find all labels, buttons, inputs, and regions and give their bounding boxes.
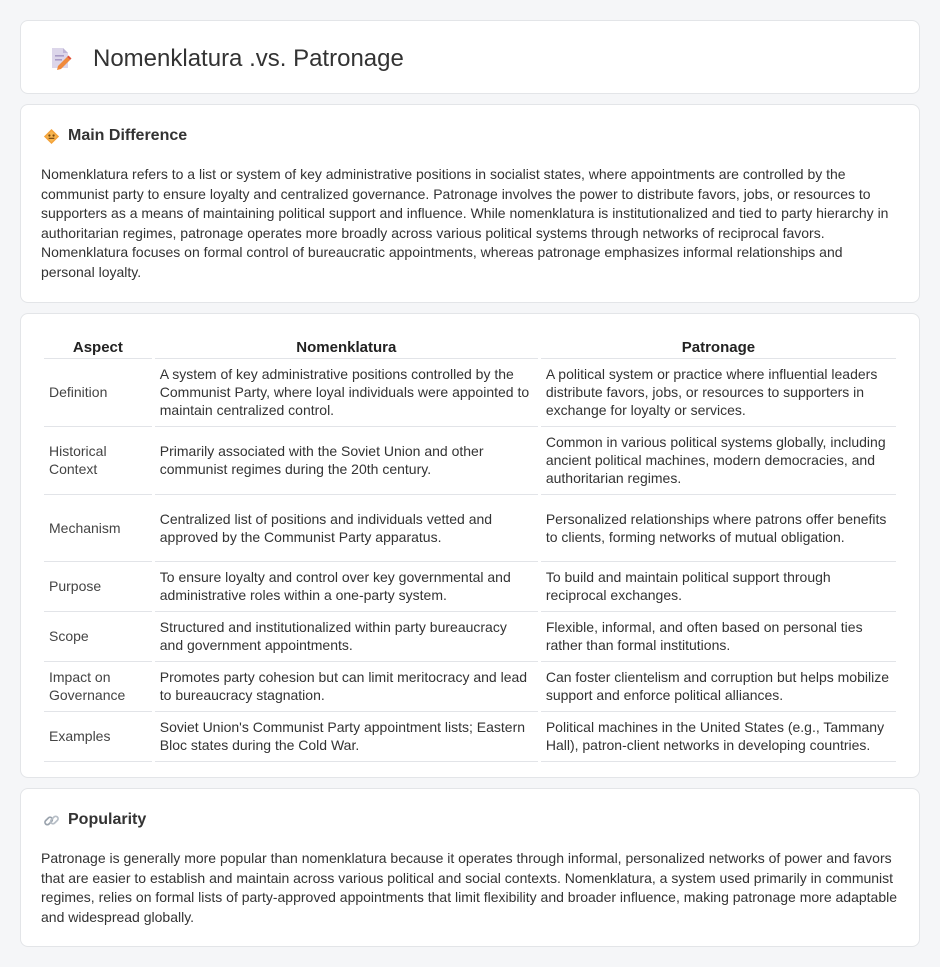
main-difference-text: Nomenklatura refers to a list or system of key administrative positions in socialist states, where appointments are controlled by the communist party to ensure loyalty and centralized governance. Patronage involves the power to distribute favors, jobs, or resources to supporters as a means of maintaining political support and influence. While nomenklatura is institutionalized and tied to party hierarchy in authoritarian regimes, patronage operates more broadly across various political systems through networks of reciprocal favors. Nomenklatura focuses on formal control of bureaucratic appointments, whereas patronage emphasizes informal relationships and personal loyalty. [41, 166, 889, 280]
patronage-cell: A political system or practice where influential leaders distribute favors, jobs, or resources to supporters in exchange for loyalty or services. [541, 359, 896, 427]
comparison-card [20, 313, 920, 778]
aspect-cell: Historical Context [44, 427, 152, 495]
main-difference-heading: Main Difference [68, 127, 188, 144]
nomenklatura-cell: Centralized list of positions and individuals vetted and approved by the Communist Party apparatus. [155, 495, 538, 562]
nomenklatura-cell: Promotes party cohesion but can limit meritocracy and lead to bureaucracy stagnation. [155, 662, 538, 712]
page-title: Nomenklatura .vs. Patronage [93, 45, 404, 72]
nomenklatura-cell: Structured and institutionalized within party bureaucracy and government appointments. [155, 612, 538, 662]
patronage-cell: Flexible, informal, and often based on personal ties rather than formal institutions. [541, 612, 896, 662]
table-row [44, 359, 896, 427]
popularity-card [20, 788, 920, 947]
document-edit-icon [47, 45, 73, 71]
link-icon [43, 812, 60, 829]
title-card [20, 20, 920, 94]
nomenklatura-cell: Soviet Union's Communist Party appointment lists; Eastern Bloc states during the Cold War. [155, 712, 538, 762]
header-patronage: Patronage [541, 334, 896, 359]
main-difference-card [20, 104, 920, 303]
table-row [44, 562, 896, 612]
popularity-header [43, 811, 146, 829]
popularity-text: Patronage is generally more popular than nomenklatura because it operates through informal, personalized networks of power and favors that are easier to establish and maintain across various political and social contexts. Nomenklatura, a system used primarily in communist regimes, relies on formal lists of party-approved appointments that limit flexibility and broader influence, making patronage more adaptable and widespread globally. [41, 850, 898, 925]
table-row [44, 495, 896, 562]
patronage-cell: Personalized relationships where patrons offer benefits to clients, forming networks of mutual obligation. [541, 495, 896, 562]
aspect-cell: Mechanism [44, 495, 152, 562]
header-aspect: Aspect [44, 334, 152, 359]
main-difference-header [43, 127, 187, 145]
nomenklatura-cell: To ensure loyalty and control over key governmental and administrative roles within a one-party system. [155, 562, 538, 612]
patronage-cell: Common in various political systems globally, including ancient political machines, modern democracies, and authoritarian regimes. [541, 427, 896, 495]
table-row [44, 712, 896, 762]
nomenklatura-cell: Primarily associated with the Soviet Union and other communist regimes during the 20th century. [155, 427, 538, 495]
diamond-sign-icon [43, 128, 60, 145]
table-row [44, 612, 896, 662]
patronage-cell: Can foster clientelism and corruption but helps mobilize support and enforce political alliances. [541, 662, 896, 712]
nomenklatura-cell: A system of key administrative positions controlled by the Communist Party, where loyal individuals were appointed to maintain centralized control. [155, 359, 538, 427]
popularity-heading: Popularity [68, 811, 147, 828]
table-row [44, 427, 896, 495]
header-nomenklatura: Nomenklatura [155, 334, 538, 359]
aspect-cell: Purpose [44, 562, 152, 612]
aspect-cell: Definition [44, 359, 152, 427]
table-header-row [44, 334, 896, 359]
comparison-table [41, 334, 899, 762]
table-row [44, 662, 896, 712]
aspect-cell: Scope [44, 612, 152, 662]
aspect-cell: Examples [44, 712, 152, 762]
patronage-cell: To build and maintain political support through reciprocal exchanges. [541, 562, 896, 612]
patronage-cell: Political machines in the United States (e.g., Tammany Hall), patron-client networks in developing countries. [541, 712, 896, 762]
aspect-cell: Impact on Governance [44, 662, 152, 712]
